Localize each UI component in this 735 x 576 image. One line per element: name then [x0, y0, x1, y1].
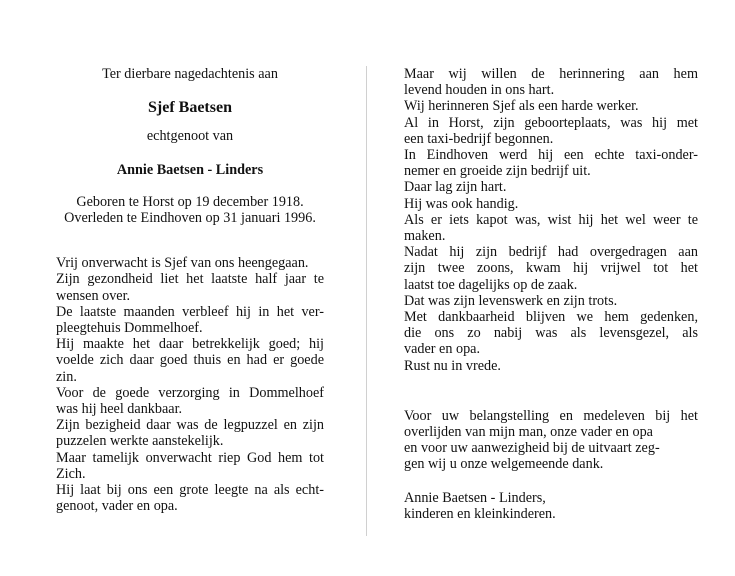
text-line: Dat was zijn levenswerk en zijn trots.	[404, 292, 618, 309]
left-body-text	[56, 255, 324, 514]
text-line: Al in Horst, zijn geboorteplaats, was hij met	[404, 114, 698, 131]
text-line: genoot, vader en opa.	[56, 498, 178, 515]
text-line: zijn twee zoons, kwam hij vrijwel tot het	[404, 260, 698, 277]
right-body-text	[404, 66, 698, 374]
text-line: Voor uw belangstelling en medeleven bij het	[404, 407, 698, 424]
text-line: gen wij u onze welgemeende dank.	[404, 456, 604, 473]
relation-line: echtgenoot van	[146, 128, 234, 145]
text-line: levend houden in ons hart.	[404, 82, 555, 99]
text-line: vader en opa.	[404, 341, 481, 358]
column-divider	[366, 66, 367, 536]
spouse-name: Annie Baetsen - Linders	[116, 161, 264, 178]
text-line: een taxi-bedrijf begonnen.	[404, 130, 554, 147]
text-line: Hij was ook handig.	[404, 195, 519, 212]
text-line: puzzelen werkte aanstekelijk.	[56, 433, 224, 450]
text-line: Wij herinneren Sjef als een harde werker.	[404, 98, 639, 115]
text-line: Maar wij willen de herinnering aan hem	[404, 66, 698, 82]
left-column	[56, 60, 324, 514]
text-line: De laatste maanden verbleef hij in het ver-	[56, 303, 324, 320]
birth-line: Geboren te Horst op 19 december 1918.	[76, 193, 304, 210]
text-line: Maar tamelijk onverwacht riep God hem tot	[56, 449, 324, 466]
death-line: Overleden te Eindhoven op 31 januari 1996.	[64, 210, 316, 227]
text-line: Als er iets kapot was, wist hij het wel weer te	[404, 211, 698, 228]
text-line: Zich.	[56, 465, 86, 482]
text-line: Daar lag zijn hart.	[404, 179, 507, 196]
deceased-name: Sjef Baetsen	[148, 99, 232, 117]
text-line: die ons zo nabij was als levensgezel, als	[404, 325, 698, 342]
signature-block	[404, 490, 698, 522]
dedication-line: Ter dierbare nagedachtenis aan	[102, 66, 278, 82]
text-line: maken.	[404, 228, 446, 245]
text-line: kinderen en kleinkinderen.	[404, 505, 556, 522]
text-line: Nadat hij zijn bedrijf had overgedragen aan	[404, 244, 698, 261]
text-line: nemer en groeide zijn bedrijf uit.	[404, 163, 591, 180]
text-line: Rust nu in vrede.	[404, 357, 501, 374]
thanks-paragraph	[404, 408, 698, 473]
text-line: en voor uw aanwezigheid bij de uitvaart zeg-	[404, 440, 660, 457]
text-line: pleegtehuis Dommelhoef.	[56, 320, 203, 337]
right-column	[404, 60, 698, 522]
dates-block	[56, 194, 324, 226]
text-line: Hij maakte het daar betrekkelijk goed; hij	[56, 336, 324, 353]
text-line: voelde zich daar goed thuis en had er goede	[56, 352, 324, 369]
text-line: zin.	[56, 368, 77, 385]
text-line: In Eindhoven werd hij een echte taxi-onder-	[404, 147, 698, 164]
text-line: overlijden van mijn man, onze vader en opa	[404, 424, 653, 441]
text-line: Vrij onverwacht is Sjef van ons heengegaan.	[56, 255, 309, 272]
text-line: Zijn bezigheid daar was de legpuzzel en zijn	[56, 417, 324, 434]
text-line: Met dankbaarheid blijven we hem gedenken,	[404, 309, 698, 326]
text-line: Annie Baetsen - Linders,	[404, 489, 546, 506]
text-line: Zijn gezondheid liet het laatste half jaar te	[56, 271, 324, 288]
text-line: Hij laat bij ons een grote leegte na als echt-	[56, 482, 324, 499]
text-line: wensen over.	[56, 287, 131, 304]
text-line: Voor de goede verzorging in Dommelhoef	[56, 384, 324, 401]
text-line: laatst toe dagelijks op de zaak.	[404, 276, 578, 293]
text-line: was hij heel dankbaar.	[56, 401, 183, 418]
